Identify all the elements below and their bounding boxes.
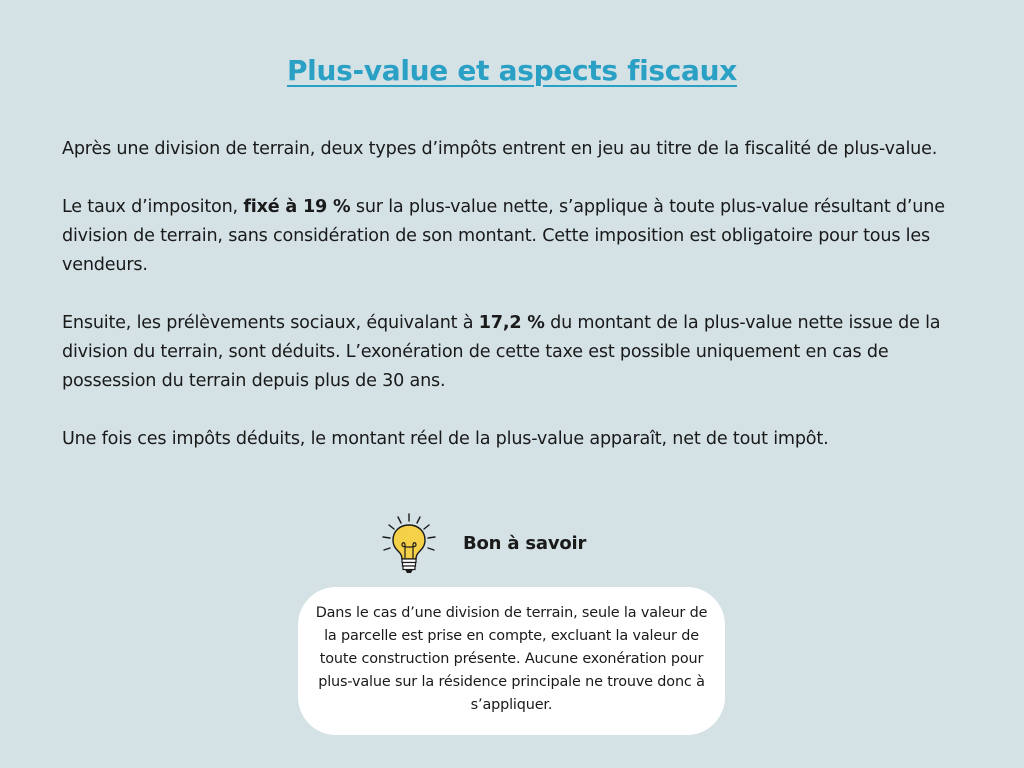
social-levies-highlight: 17,2 % [478,313,545,333]
paragraph-social-levies [62,309,962,396]
paragraph-tax-rate-rest: sur la plus-value nette, s’applique à toute plus-value résultant d’une division de terrain, sans considération de son montant. Cette imposition est obligatoire pour tous les vendeurs. [62,197,945,275]
paragraph-tax-rate [62,193,962,280]
paragraph-social-levies-rest: du montant de la plus-value nette issue de la division du terrain, sont déduits. L’exonération de cette taxe est possible uniquement en cas de possession du terrain depuis plus de 30 ans. [62,313,941,391]
tip-box [298,587,725,735]
tip-header [378,512,586,578]
paragraph-conclusion: Une fois ces impôts déduits, le montant réel de la plus-value apparaît, net de tout impôt. [62,429,829,449]
paragraph-intro: Après une division de terrain, deux types d’impôts entrent en jeu au titre de la fiscalité de plus-value. [62,139,938,159]
lightbulb-icon [378,512,440,578]
paragraph-tax-rate-text: Le taux d’impositon, [62,197,244,217]
tip-title: Bon à savoir [463,532,587,554]
article-body [62,135,962,483]
tip-text: Dans le cas d’une division de terrain, seule la valeur de la parcelle est prise en compte, excluant la valeur de toute construction présente. Aucune exonération pour plus-value sur la résidence principale ne trouve donc à s’appliquer. [315,605,708,713]
tax-rate-highlight: fixé à 19 % [243,197,351,217]
paragraph-social-levies-text: Ensuite, les prélèvements sociaux, équivalant à [62,313,479,333]
page-title: Plus-value et aspects fiscaux [286,54,738,87]
